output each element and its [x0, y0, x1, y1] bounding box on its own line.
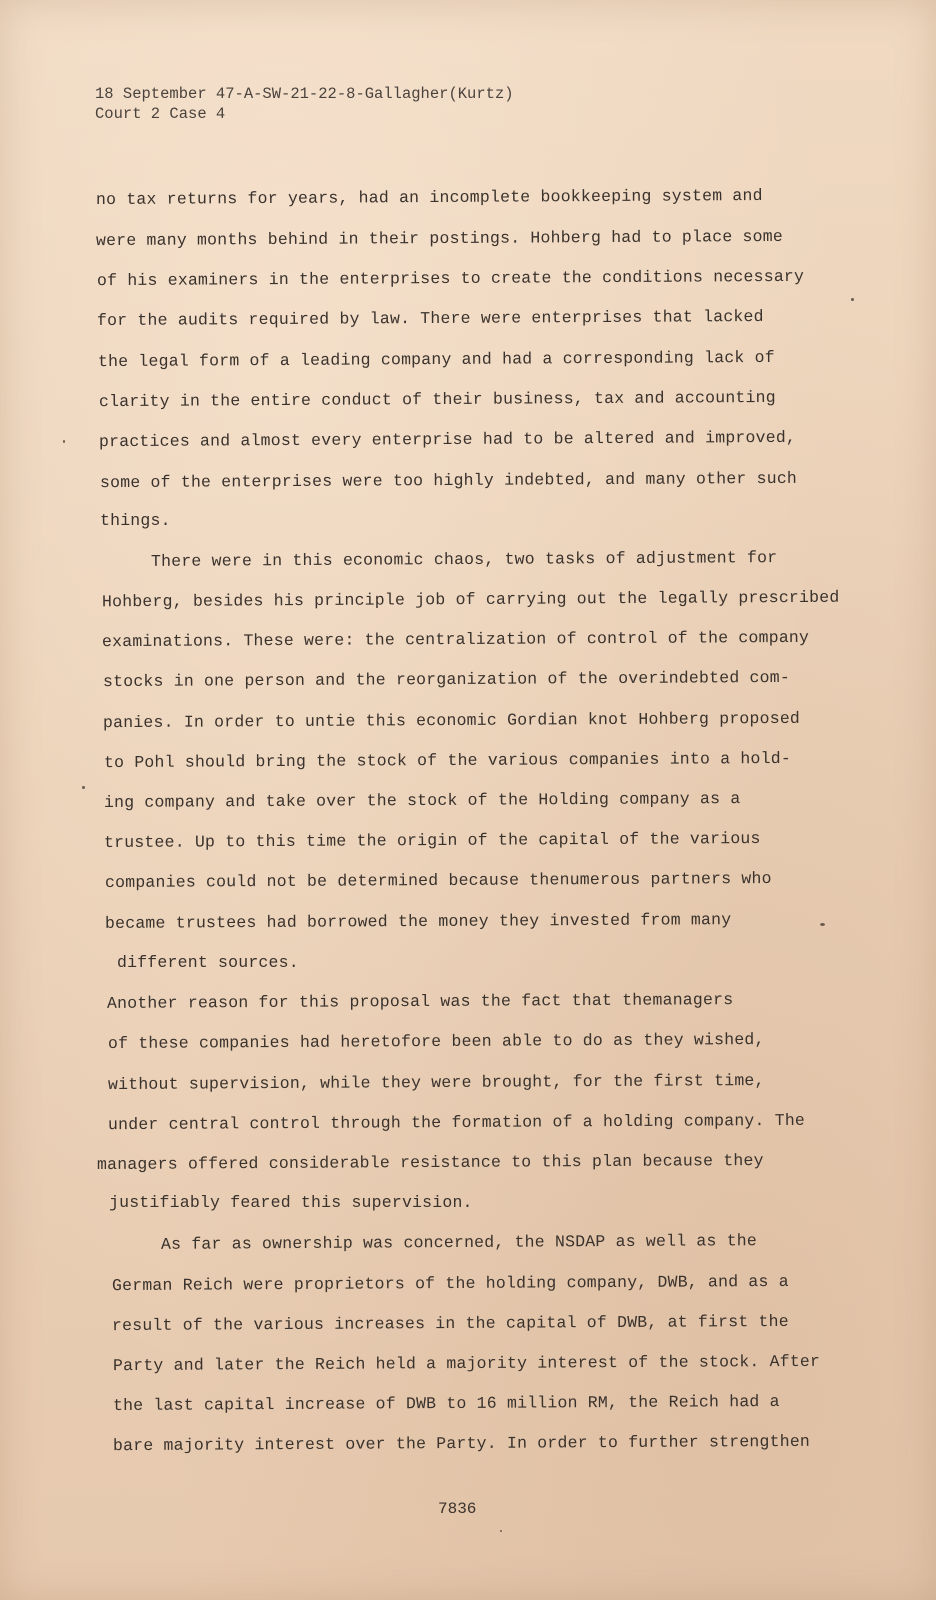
body-line: Hohberg, besides his principle job of carrying out the legally prescribed — [101, 587, 840, 612]
body-line: of these companies had heretofore been able to do as they wished, — [107, 1029, 765, 1054]
header-court-case: Court 2 Case 4 — [95, 105, 226, 123]
body-line: justifiably feared this supervision. — [109, 1193, 473, 1212]
body-line: There were in this economic chaos, two tasks of adjustment for — [150, 548, 778, 571]
body-line: different sources. — [117, 953, 299, 972]
body-line: without supervision, while they were brought, for the first time, — [107, 1070, 765, 1095]
body-line: companies could not be determined because thenumerous partners who — [104, 868, 772, 893]
body-line: Another reason for this proposal was the fact that themanagers — [106, 990, 734, 1013]
body-line: of his examiners in the enterprises to create the conditions necessary — [96, 266, 805, 291]
body-line: stocks in one person and the reorganization of the overindebted com- — [102, 667, 790, 692]
body-line: practices and almost every enterprise had to be altered and improved, — [98, 427, 797, 452]
body-line: examinations. These were: the centralization of control of the company — [101, 627, 810, 652]
paper-speck — [820, 923, 825, 926]
body-line: some of the enterprises were too highly indebted, and many other such — [99, 468, 798, 493]
body-line: became trustees had borrowed the money they invested from many — [104, 910, 732, 933]
body-line: things. — [100, 511, 171, 530]
body-line: managers offered considerable resistance to this plan because they — [96, 1150, 764, 1175]
body-line: the legal form of a leading company and had a corresponding lack of — [97, 347, 775, 372]
body-line: were many months behind in their postings. Hohberg had to place some — [95, 226, 783, 251]
page-number: 7836 — [438, 1500, 477, 1518]
paper-speck — [851, 298, 854, 301]
document-header — [95, 84, 514, 124]
body-line: for the audits required by law. There were enterprises that lacked — [96, 306, 764, 331]
body-line: panies. In order to untie this economic Gordian knot Hohberg proposed — [102, 708, 801, 733]
body-line: ing company and take over the stock of the Holding company as a — [103, 789, 741, 812]
paper-speck — [82, 786, 85, 789]
body-line: no tax returns for years, had an incomplete bookkeeping system and — [95, 185, 763, 210]
body-line: to Pohl should bring the stock of the various companies into a hold- — [103, 748, 791, 773]
body-line: German Reich were proprietors of the holding company, DWB, and as a — [111, 1271, 789, 1296]
body-line: trustee. Up to this time the origin of the capital of the various — [103, 828, 761, 853]
body-line: the last capital increase of DWB to 16 million RM, the Reich had a — [112, 1391, 780, 1416]
body-line: result of the various increases in the capital of DWB, at first the — [111, 1311, 789, 1336]
paper-speck — [500, 1530, 502, 1532]
body-line: As far as ownership was concerned, the NSDAP as well as the — [160, 1231, 758, 1254]
body-line: Party and later the Reich held a majority interest of the stock. After — [112, 1351, 821, 1376]
paper-speck — [63, 440, 65, 443]
body-line: clarity in the entire conduct of their business, tax and accounting — [98, 387, 776, 412]
body-line: bare majority interest over the Party. In order to further strengthen — [112, 1431, 811, 1456]
header-citation: 18 September 47-A-SW-21-22-8-Gallagher(Kurtz) — [95, 85, 514, 103]
body-line: under central control through the formation of a holding company. The — [107, 1110, 806, 1135]
